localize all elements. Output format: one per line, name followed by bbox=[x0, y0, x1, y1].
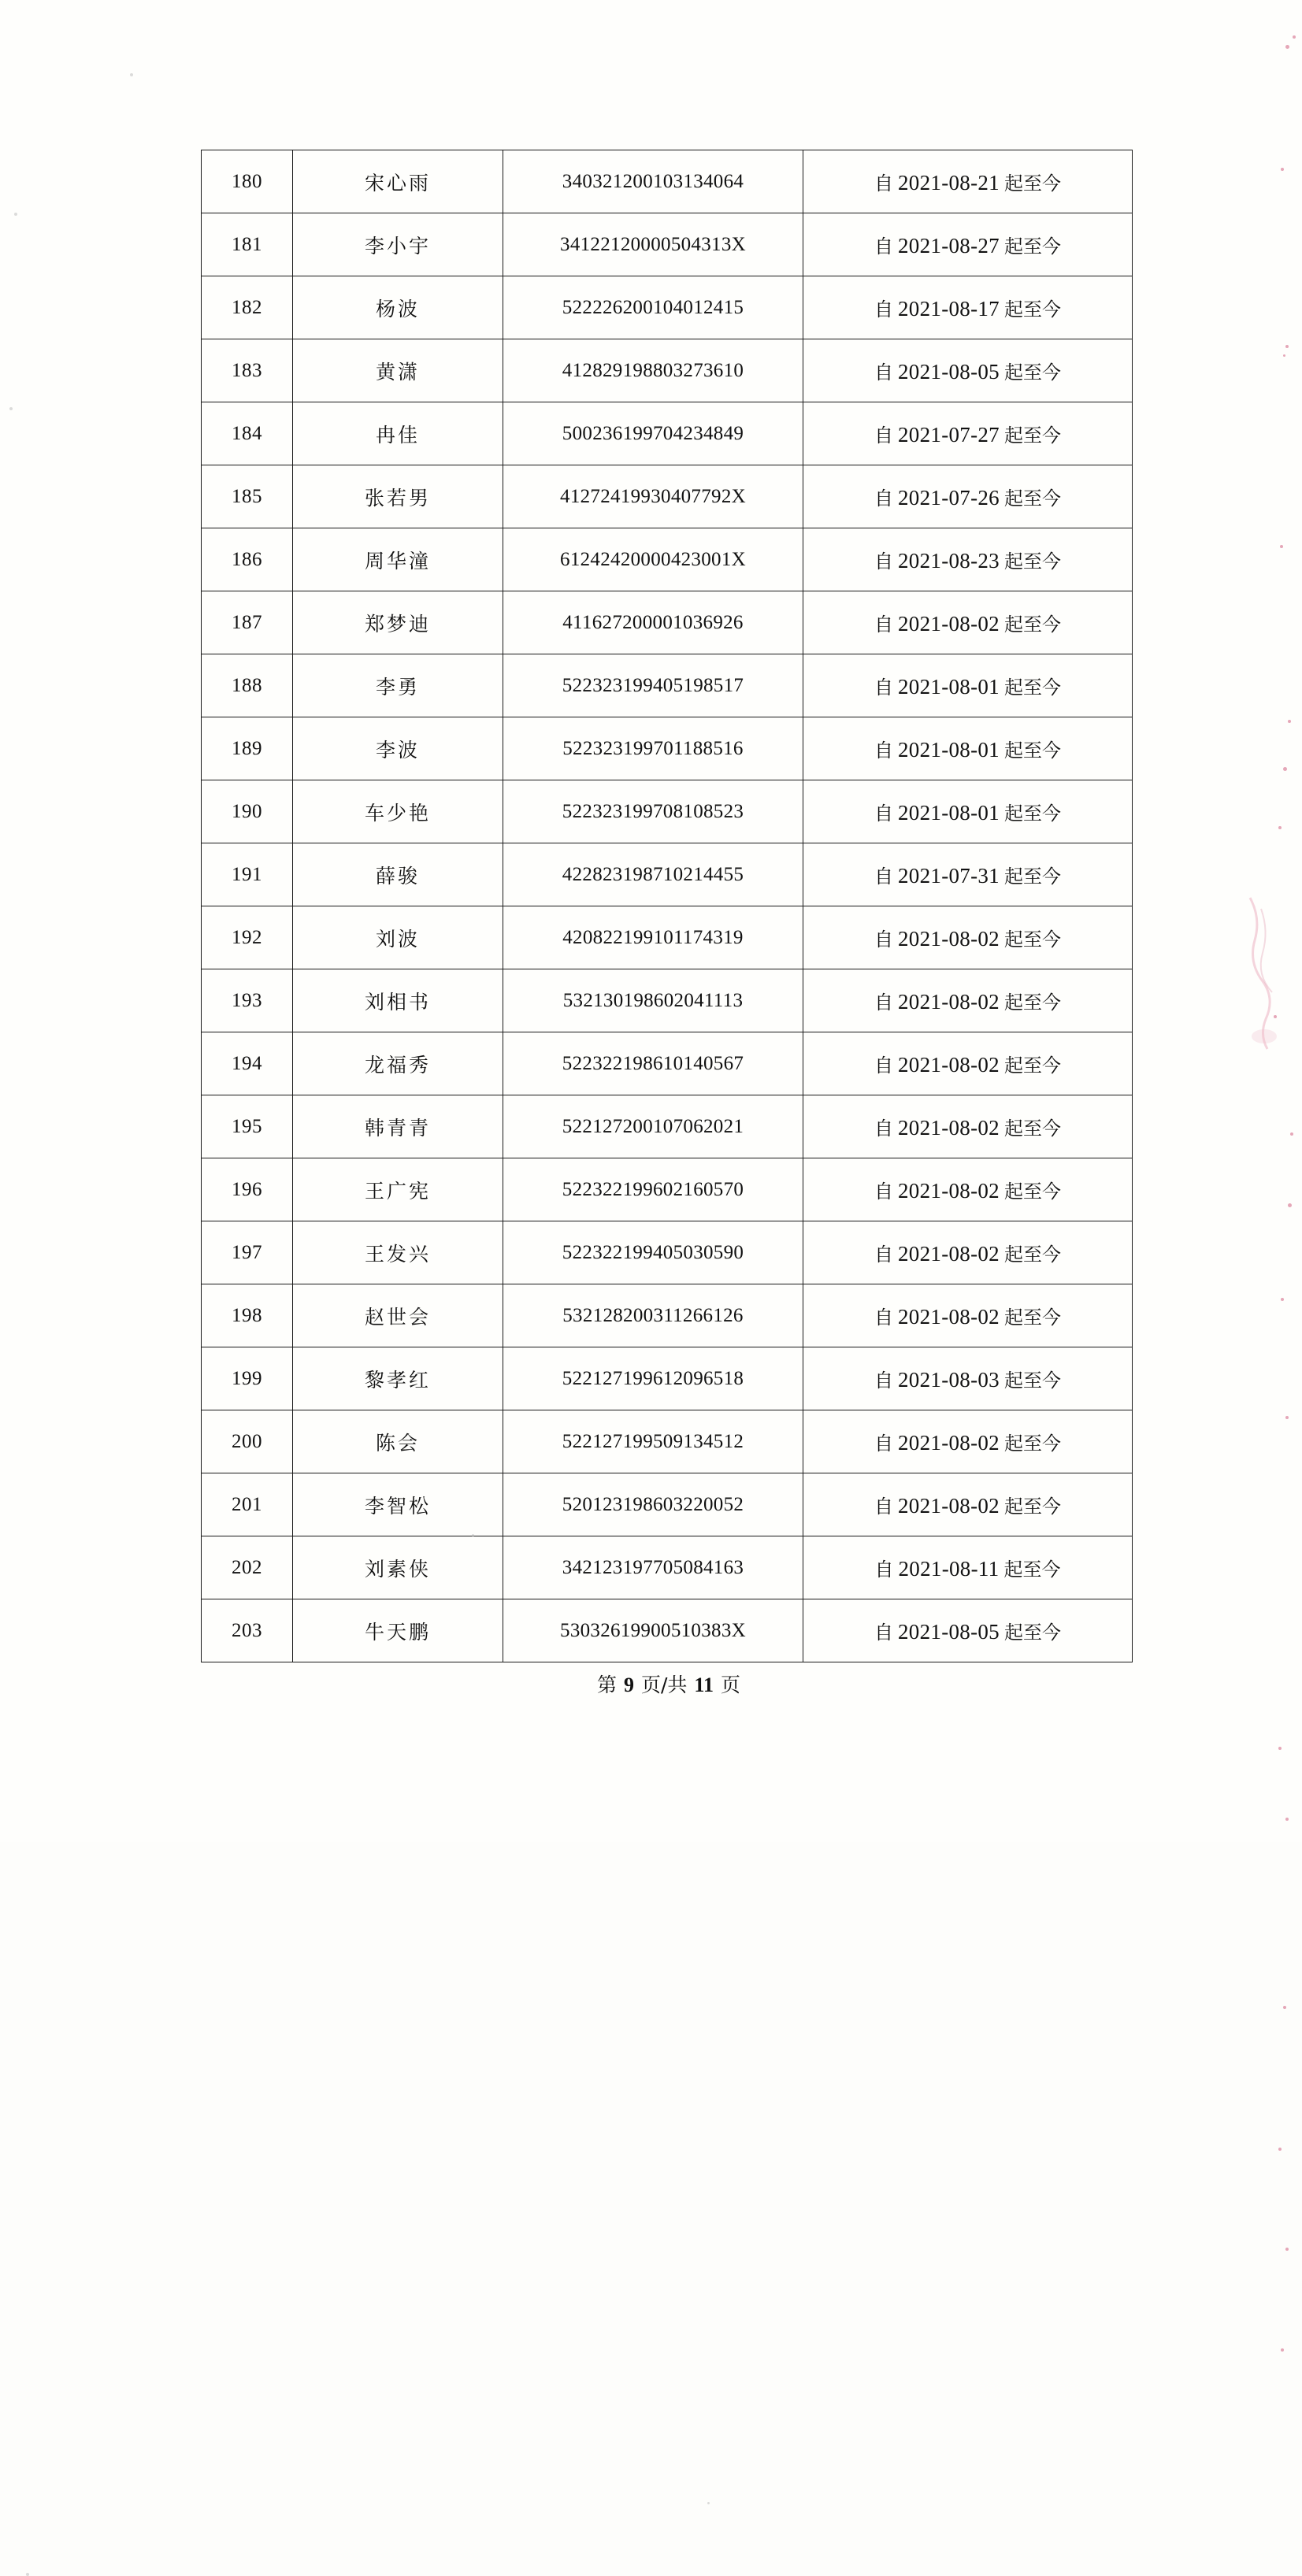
period-prefix: 自 bbox=[874, 1496, 893, 1518]
cell-name: 王发兴 bbox=[293, 1221, 503, 1284]
period-suffix: 起至今 bbox=[1003, 1496, 1061, 1518]
cell-index: 180 bbox=[202, 150, 293, 213]
cell-name: 李波 bbox=[293, 717, 503, 780]
table-row bbox=[202, 843, 1133, 906]
period-prefix: 自 bbox=[874, 424, 893, 447]
cell-id-number: 411627200001036926 bbox=[503, 591, 803, 654]
period-date: 2021-08-21 bbox=[898, 171, 1000, 195]
cell-name: 李勇 bbox=[293, 654, 503, 717]
period-prefix: 自 bbox=[874, 487, 893, 510]
period-suffix: 起至今 bbox=[1003, 361, 1061, 384]
cell-index: 181 bbox=[202, 213, 293, 276]
cell-period bbox=[803, 1158, 1133, 1221]
period-suffix: 起至今 bbox=[1003, 487, 1061, 510]
period-suffix: 起至今 bbox=[1003, 550, 1061, 573]
table-row bbox=[202, 1221, 1133, 1284]
table-row bbox=[202, 654, 1133, 717]
table-row bbox=[202, 528, 1133, 591]
cell-name: 黄潇 bbox=[293, 339, 503, 402]
scan-speckle bbox=[26, 2573, 29, 2576]
cell-period bbox=[803, 150, 1133, 213]
cell-id-number: 41272419930407792X bbox=[503, 465, 803, 528]
period-prefix: 自 bbox=[874, 1118, 893, 1140]
period-prefix: 自 bbox=[874, 1370, 893, 1392]
cell-name: 刘素侠 bbox=[293, 1536, 503, 1599]
cell-index: 183 bbox=[202, 339, 293, 402]
table-row bbox=[202, 150, 1133, 213]
cell-name: 王广宪 bbox=[293, 1158, 503, 1221]
cell-index: 191 bbox=[202, 843, 293, 906]
cell-id-number: 522323199405198517 bbox=[503, 654, 803, 717]
table-row bbox=[202, 1032, 1133, 1095]
cell-id-number: 34122120000504313X bbox=[503, 213, 803, 276]
cell-period bbox=[803, 843, 1133, 906]
scan-speckle bbox=[1278, 2148, 1282, 2151]
cell-index: 202 bbox=[202, 1536, 293, 1599]
cell-index: 186 bbox=[202, 528, 293, 591]
cell-period bbox=[803, 213, 1133, 276]
footer-suffix: 页 bbox=[721, 1673, 741, 1696]
cell-name: 张若男 bbox=[293, 465, 503, 528]
cell-id-number: 420822199101174319 bbox=[503, 906, 803, 969]
cell-id-number: 61242420000423001X bbox=[503, 528, 803, 591]
table-row bbox=[202, 780, 1133, 843]
red-stamp-smudge bbox=[1241, 890, 1288, 1071]
period-suffix: 起至今 bbox=[1003, 1307, 1061, 1329]
cell-name: 李智松 bbox=[293, 1473, 503, 1536]
cell-id-number: 532130198602041113 bbox=[503, 969, 803, 1032]
period-suffix: 起至今 bbox=[1003, 991, 1061, 1014]
cell-id-number: 522322199602160570 bbox=[503, 1158, 803, 1221]
cell-index: 187 bbox=[202, 591, 293, 654]
period-suffix: 起至今 bbox=[1003, 1622, 1061, 1644]
cell-name: 龙福秀 bbox=[293, 1032, 503, 1095]
period-suffix: 起至今 bbox=[1003, 235, 1061, 258]
period-prefix: 自 bbox=[874, 739, 893, 762]
cell-name: 韩青青 bbox=[293, 1095, 503, 1158]
period-suffix: 起至今 bbox=[1003, 298, 1061, 321]
cell-index: 190 bbox=[202, 780, 293, 843]
cell-period bbox=[803, 1284, 1133, 1347]
cell-index: 196 bbox=[202, 1158, 293, 1221]
cell-index: 203 bbox=[202, 1599, 293, 1662]
cell-name: 黎孝红 bbox=[293, 1347, 503, 1410]
period-prefix: 自 bbox=[874, 1433, 893, 1455]
cell-index: 198 bbox=[202, 1284, 293, 1347]
footer-page-number: 9 bbox=[623, 1673, 634, 1696]
cell-id-number: 520123198603220052 bbox=[503, 1473, 803, 1536]
period-date: 2021-08-02 bbox=[898, 990, 1000, 1014]
period-suffix: 起至今 bbox=[1003, 1559, 1061, 1581]
period-date: 2021-07-27 bbox=[898, 423, 1000, 447]
roster-table bbox=[201, 150, 1133, 1662]
period-prefix: 自 bbox=[874, 802, 893, 825]
period-prefix: 自 bbox=[874, 1307, 893, 1329]
cell-period bbox=[803, 1536, 1133, 1599]
cell-period bbox=[803, 1599, 1133, 1662]
period-suffix: 起至今 bbox=[1003, 676, 1061, 699]
cell-period bbox=[803, 528, 1133, 591]
cell-name: 冉佳 bbox=[293, 402, 503, 465]
cell-index: 188 bbox=[202, 654, 293, 717]
cell-period bbox=[803, 276, 1133, 339]
cell-name: 杨波 bbox=[293, 276, 503, 339]
period-date: 2021-08-05 bbox=[898, 360, 1000, 384]
period-date: 2021-08-01 bbox=[898, 801, 1000, 825]
period-prefix: 自 bbox=[874, 1244, 893, 1266]
period-prefix: 自 bbox=[874, 676, 893, 699]
cell-id-number: 412829198803273610 bbox=[503, 339, 803, 402]
cell-id-number: 532128200311266126 bbox=[503, 1284, 803, 1347]
period-date: 2021-08-01 bbox=[898, 675, 1000, 699]
period-suffix: 起至今 bbox=[1003, 1118, 1061, 1140]
period-prefix: 自 bbox=[874, 865, 893, 888]
period-suffix: 起至今 bbox=[1003, 928, 1061, 951]
period-date: 2021-08-23 bbox=[898, 549, 1000, 573]
cell-id-number: 522127200107062021 bbox=[503, 1095, 803, 1158]
table-row bbox=[202, 1599, 1133, 1662]
cell-index: 194 bbox=[202, 1032, 293, 1095]
period-date: 2021-08-17 bbox=[898, 297, 1000, 321]
period-date: 2021-08-02 bbox=[898, 927, 1000, 951]
period-date: 2021-08-02 bbox=[898, 1494, 1000, 1518]
cell-id-number: 522127199509134512 bbox=[503, 1410, 803, 1473]
cell-index: 193 bbox=[202, 969, 293, 1032]
cell-period bbox=[803, 906, 1133, 969]
cell-name: 薛骏 bbox=[293, 843, 503, 906]
period-prefix: 自 bbox=[874, 235, 893, 258]
cell-index: 184 bbox=[202, 402, 293, 465]
roster-table-container bbox=[201, 150, 1104, 1662]
cell-period bbox=[803, 717, 1133, 780]
table-row bbox=[202, 1410, 1133, 1473]
table-row bbox=[202, 1158, 1133, 1221]
cell-name: 陈会 bbox=[293, 1410, 503, 1473]
table-row bbox=[202, 969, 1133, 1032]
table-row bbox=[202, 1473, 1133, 1536]
cell-name: 牛天鹏 bbox=[293, 1599, 503, 1662]
cell-index: 192 bbox=[202, 906, 293, 969]
cell-name: 宋心雨 bbox=[293, 150, 503, 213]
cell-id-number: 522322199405030590 bbox=[503, 1221, 803, 1284]
period-prefix: 自 bbox=[874, 928, 893, 951]
period-prefix: 自 bbox=[874, 613, 893, 636]
period-suffix: 起至今 bbox=[1003, 1244, 1061, 1266]
period-date: 2021-08-27 bbox=[898, 234, 1000, 258]
table-row bbox=[202, 339, 1133, 402]
table-row bbox=[202, 591, 1133, 654]
period-date: 2021-08-02 bbox=[898, 1431, 1000, 1455]
cell-id-number: 53032619900510383X bbox=[503, 1599, 803, 1662]
table-row bbox=[202, 465, 1133, 528]
cell-period bbox=[803, 780, 1133, 843]
table-row bbox=[202, 1536, 1133, 1599]
period-date: 2021-08-02 bbox=[898, 1305, 1000, 1329]
cell-id-number: 422823198710214455 bbox=[503, 843, 803, 906]
period-suffix: 起至今 bbox=[1003, 739, 1061, 762]
period-date: 2021-07-26 bbox=[898, 486, 1000, 510]
table-row bbox=[202, 1095, 1133, 1158]
period-suffix: 起至今 bbox=[1003, 865, 1061, 888]
cell-period bbox=[803, 402, 1133, 465]
cell-period bbox=[803, 1347, 1133, 1410]
table-row bbox=[202, 1284, 1133, 1347]
period-suffix: 起至今 bbox=[1003, 424, 1061, 447]
cell-period bbox=[803, 1032, 1133, 1095]
cell-id-number: 522323199701188516 bbox=[503, 717, 803, 780]
period-date: 2021-08-02 bbox=[898, 1053, 1000, 1077]
period-date: 2021-08-11 bbox=[898, 1557, 1000, 1581]
cell-period bbox=[803, 465, 1133, 528]
period-prefix: 自 bbox=[874, 1054, 893, 1077]
period-prefix: 自 bbox=[874, 550, 893, 573]
cell-name: 郑梦迪 bbox=[293, 591, 503, 654]
footer-total-pages: 11 bbox=[694, 1673, 714, 1696]
cell-id-number: 340321200103134064 bbox=[503, 150, 803, 213]
cell-id-number: 522127199612096518 bbox=[503, 1347, 803, 1410]
cell-index: 185 bbox=[202, 465, 293, 528]
cell-id-number: 522323199708108523 bbox=[503, 780, 803, 843]
period-date: 2021-08-05 bbox=[898, 1620, 1000, 1644]
period-date: 2021-08-03 bbox=[898, 1368, 1000, 1392]
footer-middle: 页/共 bbox=[640, 1673, 688, 1696]
footer-prefix: 第 bbox=[596, 1673, 617, 1696]
table-row bbox=[202, 717, 1133, 780]
period-prefix: 自 bbox=[874, 991, 893, 1014]
period-date: 2021-08-01 bbox=[898, 738, 1000, 762]
period-suffix: 起至今 bbox=[1003, 1181, 1061, 1203]
cell-name: 李小宇 bbox=[293, 213, 503, 276]
scan-speckle bbox=[1285, 2248, 1289, 2251]
cell-period bbox=[803, 339, 1133, 402]
cell-name: 车少艳 bbox=[293, 780, 503, 843]
period-prefix: 自 bbox=[874, 361, 893, 384]
cell-name: 刘波 bbox=[293, 906, 503, 969]
cell-period bbox=[803, 654, 1133, 717]
period-date: 2021-08-02 bbox=[898, 1116, 1000, 1140]
cell-id-number: 522322198610140567 bbox=[503, 1032, 803, 1095]
period-suffix: 起至今 bbox=[1003, 802, 1061, 825]
cell-id-number: 500236199704234849 bbox=[503, 402, 803, 465]
cell-period bbox=[803, 591, 1133, 654]
scan-speckle bbox=[1281, 2348, 1284, 2352]
period-date: 2021-07-31 bbox=[898, 864, 1000, 888]
period-prefix: 自 bbox=[874, 1559, 894, 1581]
period-suffix: 起至今 bbox=[1003, 1054, 1061, 1077]
period-date: 2021-08-02 bbox=[898, 1242, 1000, 1266]
table-row bbox=[202, 1347, 1133, 1410]
cell-period bbox=[803, 1410, 1133, 1473]
table-row bbox=[202, 402, 1133, 465]
table-row bbox=[202, 213, 1133, 276]
period-prefix: 自 bbox=[874, 298, 893, 321]
cell-period bbox=[803, 1095, 1133, 1158]
period-date: 2021-08-02 bbox=[898, 612, 1000, 636]
cell-index: 199 bbox=[202, 1347, 293, 1410]
cell-id-number: 342123197705084163 bbox=[503, 1536, 803, 1599]
cell-index: 200 bbox=[202, 1410, 293, 1473]
cell-index: 189 bbox=[202, 717, 293, 780]
table-row bbox=[202, 906, 1133, 969]
scan-speckle bbox=[1283, 2006, 1286, 2009]
period-prefix: 自 bbox=[874, 1181, 893, 1203]
period-suffix: 起至今 bbox=[1003, 613, 1061, 636]
period-suffix: 起至今 bbox=[1003, 172, 1061, 195]
cell-name: 刘相书 bbox=[293, 969, 503, 1032]
cell-name: 周华潼 bbox=[293, 528, 503, 591]
period-suffix: 起至今 bbox=[1003, 1370, 1061, 1392]
table-row bbox=[202, 276, 1133, 339]
cell-id-number: 522226200104012415 bbox=[503, 276, 803, 339]
page-footer bbox=[0, 1670, 1302, 1698]
cell-index: 201 bbox=[202, 1473, 293, 1536]
cell-name: 赵世会 bbox=[293, 1284, 503, 1347]
period-date: 2021-08-02 bbox=[898, 1179, 1000, 1203]
cell-period bbox=[803, 1221, 1133, 1284]
cell-period bbox=[803, 969, 1133, 1032]
period-prefix: 自 bbox=[874, 1622, 893, 1644]
cell-index: 197 bbox=[202, 1221, 293, 1284]
period-suffix: 起至今 bbox=[1003, 1433, 1061, 1455]
cell-index: 195 bbox=[202, 1095, 293, 1158]
cell-index: 182 bbox=[202, 276, 293, 339]
period-prefix: 自 bbox=[874, 172, 893, 195]
table-body bbox=[202, 150, 1133, 1662]
cell-period bbox=[803, 1473, 1133, 1536]
scan-speckle bbox=[707, 2502, 710, 2504]
